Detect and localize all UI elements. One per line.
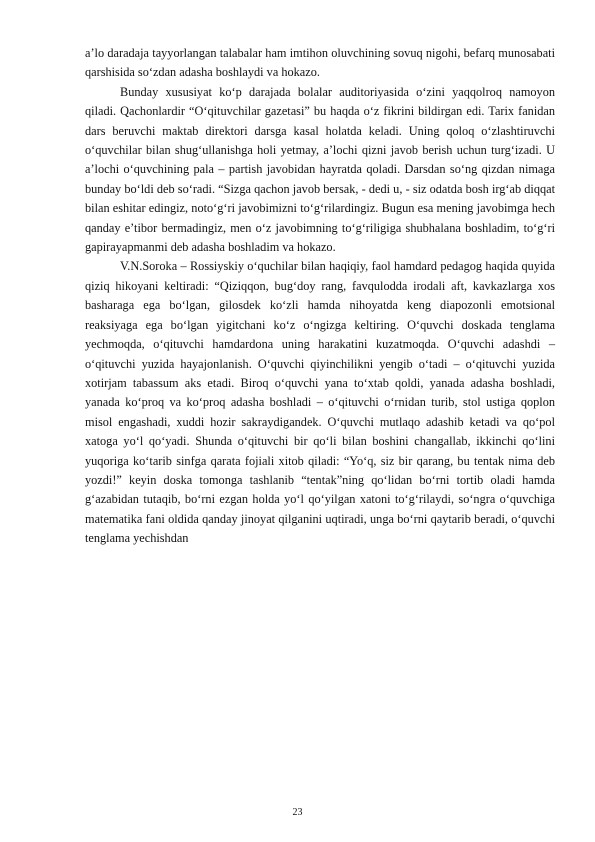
body-text <box>85 44 555 549</box>
page-number: 23 <box>292 807 303 818</box>
paragraph-3: V.N.Soroka – Rossiyskiy o‘quchilar bilan haqiqiy, faol hamdard pedagog haqida quyida qiziq hikoyani keltiradi: “Qiziqqon, bug‘doy rang, favqulodda irodali aft, kavkazlarga xos basharaga ega bo‘lgan, gilosdek ko‘zli hamda nihoyatda keng diapozonli emotsional reaksiyaga ega bo‘lgan yigitchani ko‘z o‘ngizga keltiring. O‘quvchi doskada tenglama yechmoqda, o‘qituvchi hamdardona uning harakatini kuzatmoqda. O‘quvchi adashdi – o‘qituvchi yuzida hayajonlanish. O‘quvchi qiyinchilikni yengib o‘tadi – o‘qituvchi yuzida xotirjam tabassum aks etadi. Biroq o‘quvchi yana to‘xtab qoldi, yanada adasha boshladi, yanada ko‘proq va ko‘proq adasha boshladi – o‘qituvchi o‘rnidan turib, stol ustiga qoplon misol engashadi, xuddi hozir sakraydigandek. O‘quvchi mutlaqo adashib ketadi va qo‘pol xatoga yo‘l qo‘yadi. Shunda o‘qituvchi bir qo‘li bilan boshini changallab, ikkinchi qo‘lini yuqoriga ko‘tarib sinfga qarata fojiali xitob qiladi: “Yo‘q, siz bir qarang, bu tentak nima deb yozdi!” keyin doska tomonga tashlanib “tentak”ning qo‘lidan bo‘rni tortib oladi hamda g‘azabidan tutaqib, bo‘rni ezgan holda yo‘l qo‘yilgan xatoni to‘g‘rilaydi, so‘ngra o‘quvchiga matematika fani oldida qanday jinoyat qilganini uqtiradi, unga bo‘rni qaytarib beradi, o‘quvchi tenglama yechishdan <box>85 259 555 546</box>
paragraph-2: Bunday xususiyat ko‘p darajada bolalar auditoriyasida o‘zini yaqqolroq namoyon qiladi. Qachonlardir “O‘qituvchilar gazetasi” bu haqda o‘z fikrini bildirgan edi. Tarix fanidan dars beruvchi maktab direktori darsga kasal holatda keladi. Uning qoloq o‘zlashtiruvchi o‘quvchilar bilan shug‘ullanishga holi yetmay, a’lochi qizni javob berish uchun turg‘izadi. U a’lochi o‘quvchining pala – partish javobidan hayratda qoladi. Darsdan so‘ng qizdan nimaga bunday bo‘ldi deb so‘radi. “Sizga qachon javob bersak, - dedi u, - siz odatda bosh irg‘ab diqqat bilan eshitar edingiz, noto‘g‘ri javobimizni to‘g‘rilardingiz. Bugun esa mening javobimga hech qanday e’tibor bermadingiz, men o‘z javobimning to‘g‘riligiga shubhalana boshladim, to‘g‘ri gapirayapmanmi deb adasha boshladim va hokazo. <box>85 84 555 255</box>
paragraph-1: a’lo daradaja tayyorlangan talabalar ham imtihon oluvchining sovuq nigohi, befarq munosabati qarshisida so‘zdan adasha boshlaydi va hokazo. <box>85 46 555 80</box>
